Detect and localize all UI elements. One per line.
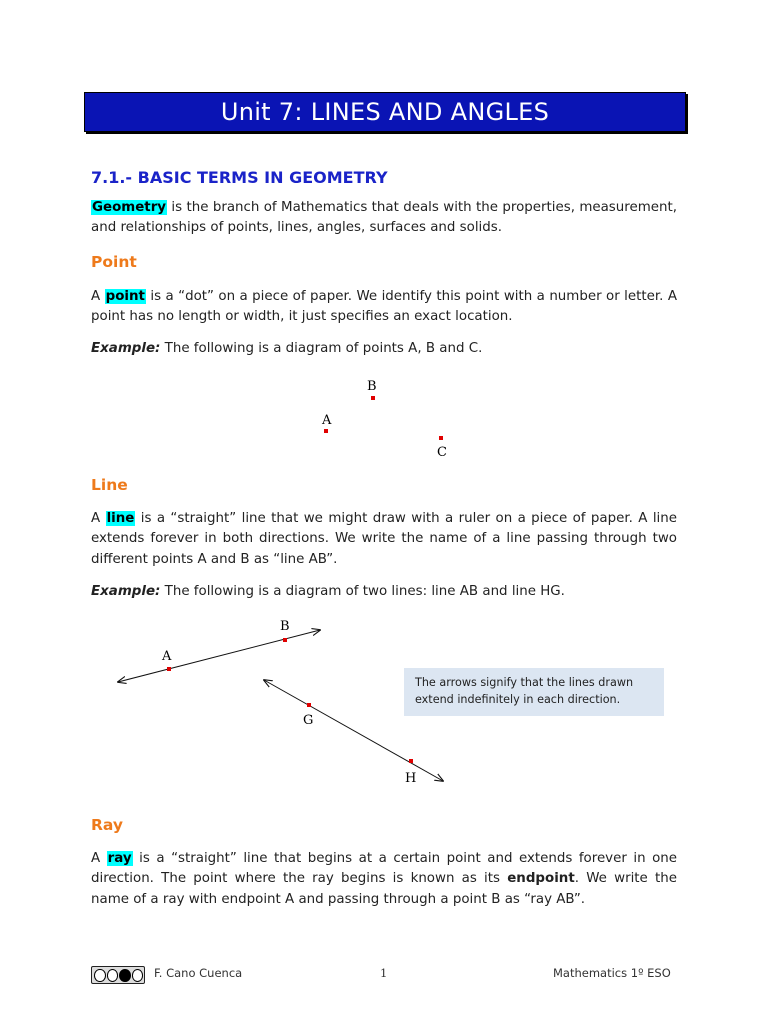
point-example-text: The following is a diagram of points A, B and C. <box>160 341 483 356</box>
footer-page-number: 1 <box>380 966 388 980</box>
ray-term: ray <box>107 851 132 866</box>
geometry-definition-text: is the branch of Mathematics that deals with the properties, measurement, and relationships of points, lines, angles, surfaces and solids. <box>91 200 677 236</box>
point-label-a: A <box>322 413 332 428</box>
ray-heading: Ray <box>91 816 124 834</box>
footer-author: F. Cano Cuenca <box>154 966 243 980</box>
creative-commons-badge-icon <box>91 966 145 984</box>
line-term: line <box>106 511 135 526</box>
point-label-c: C <box>437 445 447 460</box>
line-example-text: The following is a diagram of two lines: line AB and line HG. <box>160 584 565 599</box>
unit-title: Unit 7: LINES AND ANGLES <box>220 98 550 126</box>
arrows-note-text: The arrows signify that the lines drawn extend indefinitely in each direction. <box>415 676 634 706</box>
line-definition-text: is a “straight” line that we might draw with a ruler on a piece of paper. A line extends forever in both directions. We write the name of a line passing through two different points A and B as “line AB”. <box>91 511 677 567</box>
point-definition-text: is a “dot” on a piece of paper. We identify this point with a number or letter. A point has no length or width, it just specifies an exact location. <box>91 289 677 325</box>
ray-definition-text-2: . We write the name of a ray with endpoint A and passing through a point B as “ray AB”. <box>91 871 677 907</box>
point-c-dot <box>439 436 443 440</box>
point-example <box>91 339 677 359</box>
point-b-dot <box>371 396 375 400</box>
line-label-h: H <box>405 771 417 786</box>
line-heading: Line <box>91 476 128 494</box>
section-heading: 7.1.- BASIC TERMS IN GEOMETRY <box>91 168 388 187</box>
line-point-b-dot <box>283 638 287 642</box>
geometry-definition <box>91 198 677 239</box>
unit-title-bar <box>84 92 686 132</box>
ray-definition-text-1: is a “straight” line that begins at a certain point and extends forever in one direction. The point where the ray begins is known as its <box>91 851 677 887</box>
arrows-note-box <box>404 668 664 716</box>
ray-definition: A ray is a “straight” line that begins at a certain point and extends forever in one direction. The point where the ray begins is known as its endpoint. We write the name of a ray with endpoint A and passing through a point B as “ray AB”. <box>91 851 677 907</box>
line-definition: A line is a “straight” line that we might draw with a ruler on a piece of paper. A line extends forever in both directions. We write the name of a line passing through two different points A and B as “line AB”. <box>91 511 677 567</box>
geometry-term: Geometry <box>92 200 167 215</box>
line-label-b: B <box>280 619 290 634</box>
line-point-a-dot <box>167 667 171 671</box>
line-point-h-dot <box>409 759 413 763</box>
line-label-a: A <box>162 649 172 664</box>
point-label-b: B <box>367 379 377 394</box>
point-heading: Point <box>91 253 137 271</box>
point-definition: A point is a “dot” on a piece of paper. We identify this point with a number or letter. A point has no length or width, it just specifies an exact location. <box>91 289 677 325</box>
points-diagram <box>300 372 480 464</box>
point-term: point <box>105 289 145 304</box>
line-example-label: Example: <box>91 584 161 599</box>
footer-course: Mathematics 1º ESO <box>553 966 671 980</box>
endpoint-term: endpoint <box>507 871 575 887</box>
point-example-label: Example: <box>91 341 161 356</box>
line-example <box>91 582 677 602</box>
line-ab <box>118 630 320 682</box>
line-point-g-dot <box>307 703 311 707</box>
point-a-dot <box>324 429 328 433</box>
line-label-g: G <box>303 713 314 728</box>
